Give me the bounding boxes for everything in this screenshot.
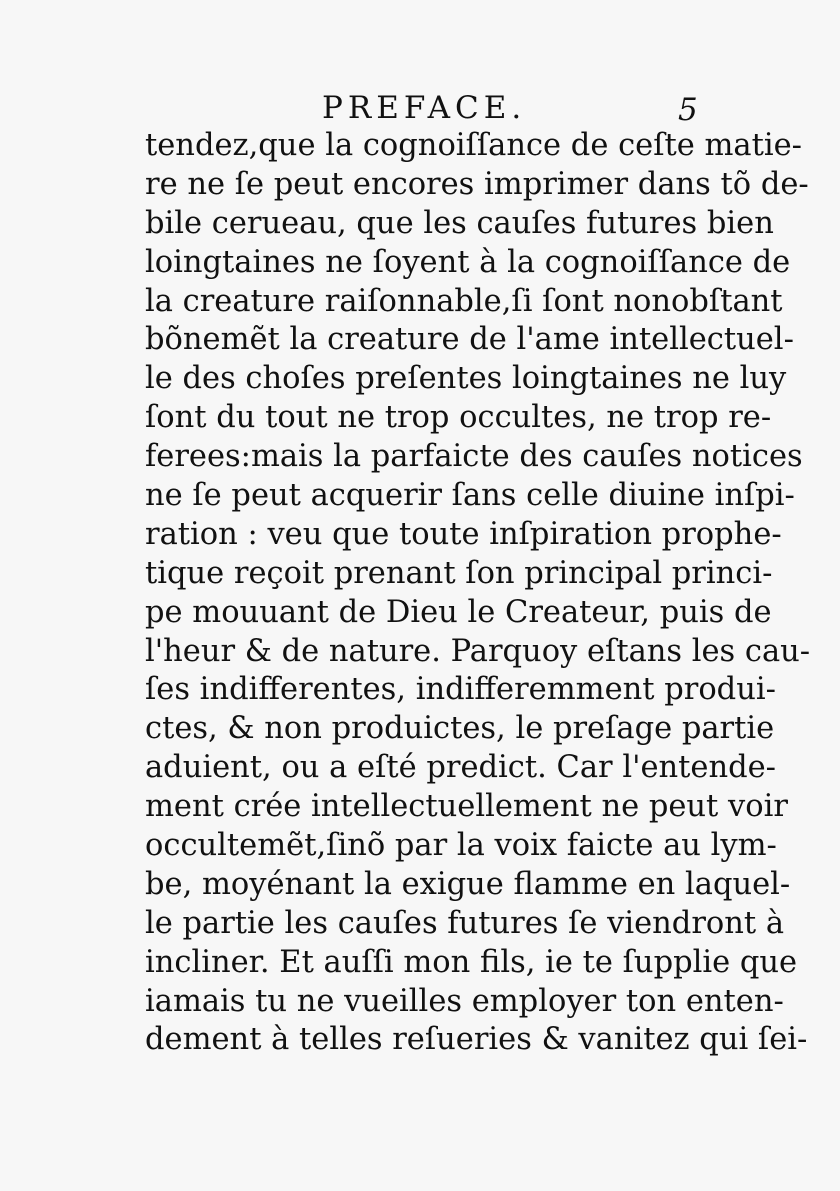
text-line: pe mouuant de Dieu le Createur, puis de	[145, 594, 772, 630]
text-line: re ne ſe peut encores imprimer dans tõ de-	[145, 166, 809, 202]
text-line: ne ſe peut acquerir ſans celle diuine inſpi-	[145, 478, 795, 514]
body-text	[145, 127, 811, 1060]
text-line: ration : veu que toute inſpiration prophe-	[145, 516, 782, 552]
running-head: PREFACE.	[322, 90, 527, 126]
text-line: ment crée intellectuellement ne peut voir	[145, 789, 788, 825]
text-line: tique reçoit prenant ſon principal princi-	[145, 555, 773, 591]
text-line: ferees:mais la parfaicte des cauſes notices	[145, 439, 803, 475]
text-line: iamais tu ne vueilles employer ton enten-	[145, 983, 784, 1019]
page-number: 5	[678, 92, 698, 128]
text-line: le des choſes preſentes loingtaines ne luy	[145, 361, 787, 397]
text-line: tendez,que la cognoiſſance de ceſte matie-	[145, 128, 802, 163]
text-line: l'heur & de nature. Parquoy eſtans les cau-	[145, 633, 811, 669]
text-line: be, moyénant la exigue flamme en laquel-	[145, 866, 791, 902]
text-line: occultemẽt,ſinõ par la voix faicte au lym-	[145, 828, 777, 864]
text-line: dement à telles reſueries & vanitez qui ſei-	[145, 1022, 808, 1058]
text-line: ctes, & non produictes, le preſage partie	[145, 711, 775, 747]
text-line: bile cerueau, que les cauſes futures bien	[145, 205, 774, 241]
text-line: le partie les cauſes futures ſe viendront à	[145, 905, 785, 941]
text-line: loingtaines ne ſoyent à la cognoiſſance de	[145, 244, 791, 280]
text-line: ſes indifferentes, indifferemment produi-	[145, 672, 776, 708]
text-line: la creature raiſonnable,ſi ſont nonobſtant	[145, 283, 783, 319]
text-line: incliner. Et auſſi mon fils, ie te ſupplie que	[145, 944, 798, 980]
page-header	[0, 84, 840, 132]
text-line: ſont du tout ne trop occultes, ne trop re-	[145, 400, 772, 436]
text-line: bõnemẽt la creature de l'ame intellectuel-	[145, 322, 794, 358]
text-line: aduient, ou a eſté predict. Car l'entende-	[145, 750, 776, 786]
